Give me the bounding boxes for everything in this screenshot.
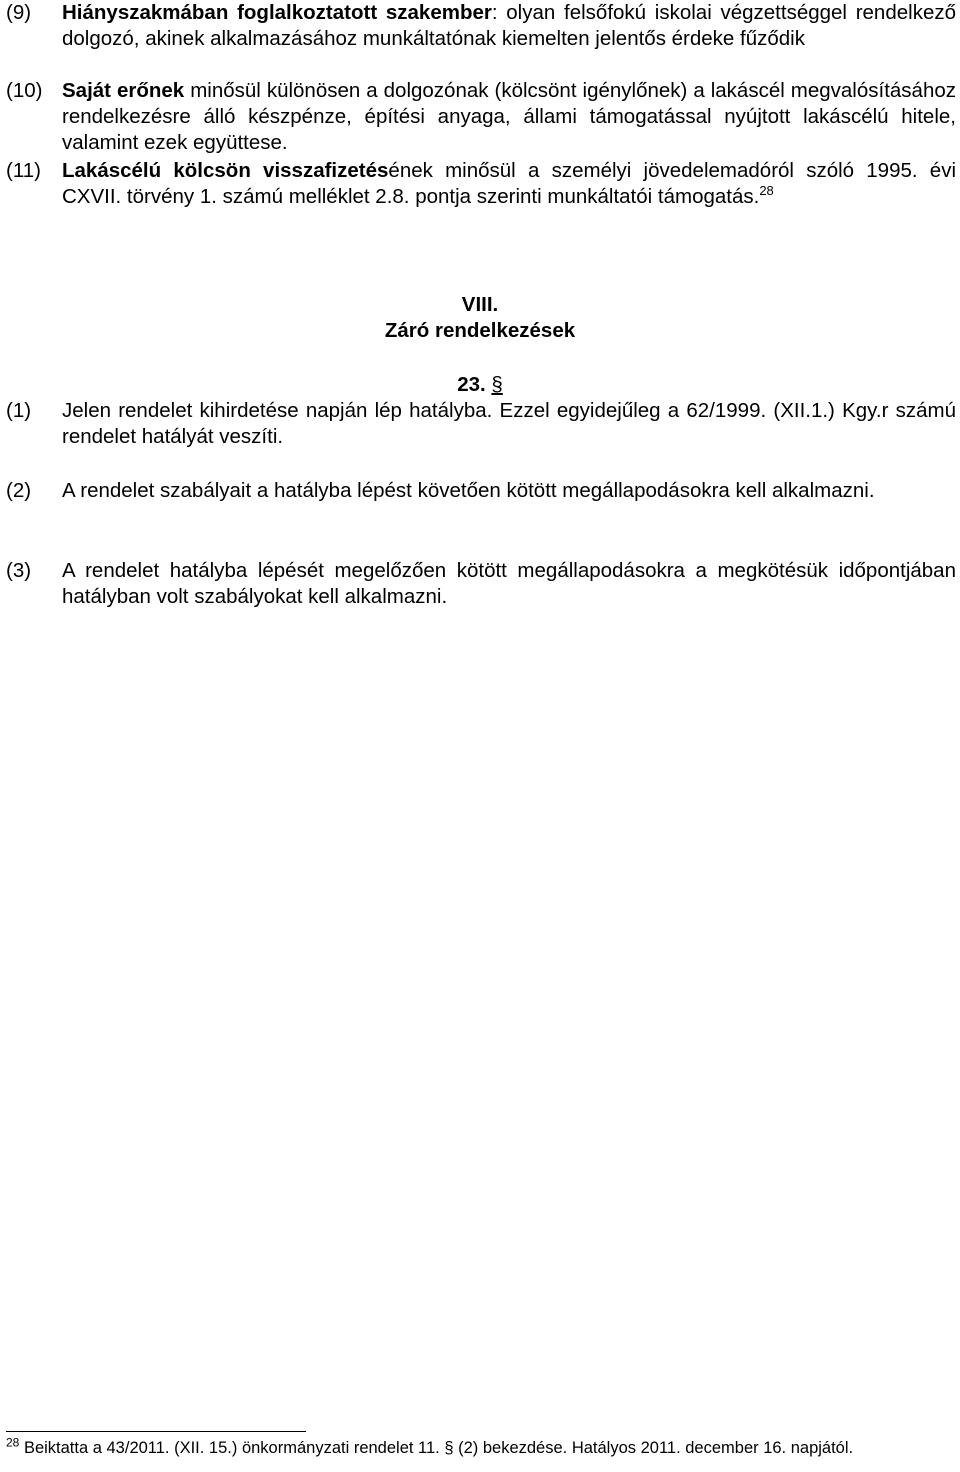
item-number: (2) [6,479,32,502]
definition-item-9 [6,0,956,52]
definition-item-10 [6,78,956,156]
closing-item-1 [6,398,956,450]
item-number: (10) [6,79,43,102]
item-text [62,0,956,52]
footnote [6,1436,853,1460]
defined-term: Lakáscélú kölcsön visszafizetés [62,159,389,182]
item-number: (3) [6,559,32,582]
section-mark: § [491,373,503,396]
definition-text: ének minősül a személyi jövedelemadóról szóló 1995. évi CXVII. törvény 1. számú melléklet 2.8. pontja szerinti munkáltatói támogatás. [62,159,957,208]
chapter-title: Záró rendelkezések [384,319,576,342]
closing-item-3 [6,558,956,610]
section-heading [0,372,960,398]
defined-term: Hiányszakmában foglalkoztatott szakember [62,1,492,24]
section-number: 23. [457,373,486,396]
item-text [62,158,956,210]
definition-text: : olyan felsőfokú iskolai végzettséggel rendelkező dolgozó, akinek alkalmazásához munkáltatónak kiemelten jelentős érdeke fűződik [62,1,956,50]
item-text: Jelen rendelet kihirdetése napján lép hatályba. Ezzel egyidejűleg a 62/1999. (XII.1.) Kgy.r számú rendelet hatályát veszíti. [62,399,956,448]
item-text [62,78,956,156]
closing-item-2 [6,478,956,504]
item-text: A rendelet szabályait a hatályba lépést követően kötött megállapodásokra kell alkalmazni. [62,479,875,502]
item-text: A rendelet hatályba lépését megelőzően kötött megállapodásokra a megkötésük időpontjában hatályban volt szabályokat kell alkalmazni. [62,559,956,608]
item-number: (1) [6,399,32,422]
defined-term: Saját erőnek [62,79,185,102]
item-number: (11) [6,159,41,182]
item-number: (9) [6,1,32,24]
footnote-number: 28 [6,1435,20,1450]
definition-text: minősül különösen a dolgozónak (kölcsönt igénylőnek) a lakáscél megvalósításához rendelkezésre álló készpénze, építési anyaga, állami támogatással nyújtott lakáscélú hitele, valamint ezek együttese. [62,79,956,154]
footnote-reference[interactable]: 28 [759,183,774,199]
chapter-number: VIII. [461,293,499,316]
footnote-divider [6,1431,306,1432]
footnote-text: Beiktatta a 43/2011. (XII. 15.) önkormányzati rendelet 11. § (2) bekezdése. Hatályos 2011. december 16. napjától. [23,1439,854,1457]
definition-item-11 [6,158,956,210]
